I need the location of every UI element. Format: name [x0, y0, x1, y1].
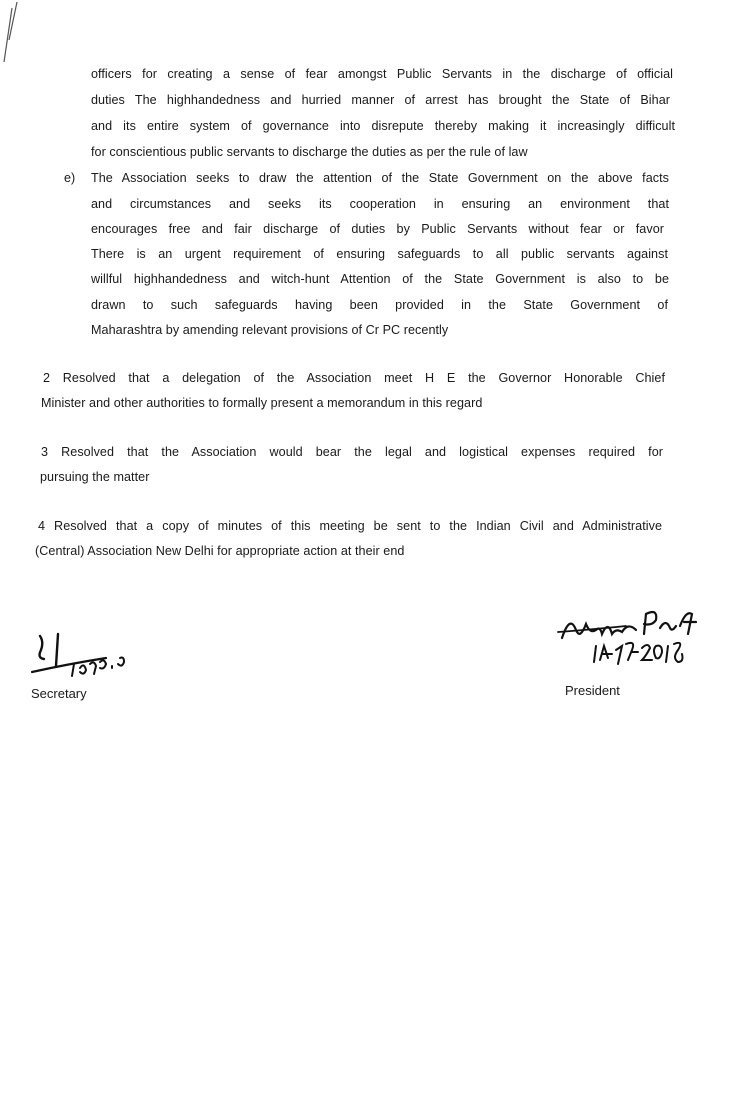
- text-line: and its entire system of governance into disrepute thereby making it increasingly difficult: [91, 119, 675, 133]
- text-line: The Association seeks to draw the attention of the State Government on the above facts: [91, 171, 669, 185]
- president-label: President: [565, 683, 620, 698]
- text-line: 4 Resolved that a copy of minutes of this meeting be sent to the Indian Civil and Administrative: [38, 519, 662, 533]
- secretary-signature-mark: [28, 628, 148, 688]
- text-line: duties The highhandedness and hurried manner of arrest has brought the State of Bihar: [91, 93, 670, 107]
- text-line: Maharashtra by amending relevant provisions of Cr PC recently: [91, 323, 449, 337]
- text-line: 2 Resolved that a delegation of the Association meet H E the Governor Honorable Chief: [43, 371, 665, 385]
- text-line: officers for creating a sense of fear amongst Public Servants in the discharge of official: [91, 67, 673, 81]
- text-line: drawn to such safeguards having been provided in the State Government of: [91, 298, 668, 312]
- text-line: (Central) Association New Delhi for appropriate action at their end: [35, 544, 405, 558]
- text-line: encourages free and fair discharge of duties by Public Servants without fear or favor: [91, 222, 664, 236]
- secretary-label: Secretary: [31, 686, 87, 701]
- text-line: 3 Resolved that the Association would bear the legal and logistical expenses required for: [41, 445, 663, 459]
- text-line: There is an urgent requirement of ensuring safeguards to all public servants against: [91, 247, 668, 261]
- president-signature-mark: [556, 600, 706, 680]
- text-line: for conscientious public servants to discharge the duties as per the rule of law: [91, 145, 528, 159]
- text-line: and circumstances and seeks its cooperation in ensuring an environment that: [91, 197, 669, 211]
- pen-mark-icon: [0, 0, 30, 70]
- text-line: Minister and other authorities to formally present a memorandum in this regard: [41, 396, 483, 410]
- text-line: pursuing the matter: [40, 470, 150, 484]
- item-label: e): [64, 171, 76, 185]
- text-line: willful highhandedness and witch-hunt Attention of the State Government is also to be: [91, 272, 669, 286]
